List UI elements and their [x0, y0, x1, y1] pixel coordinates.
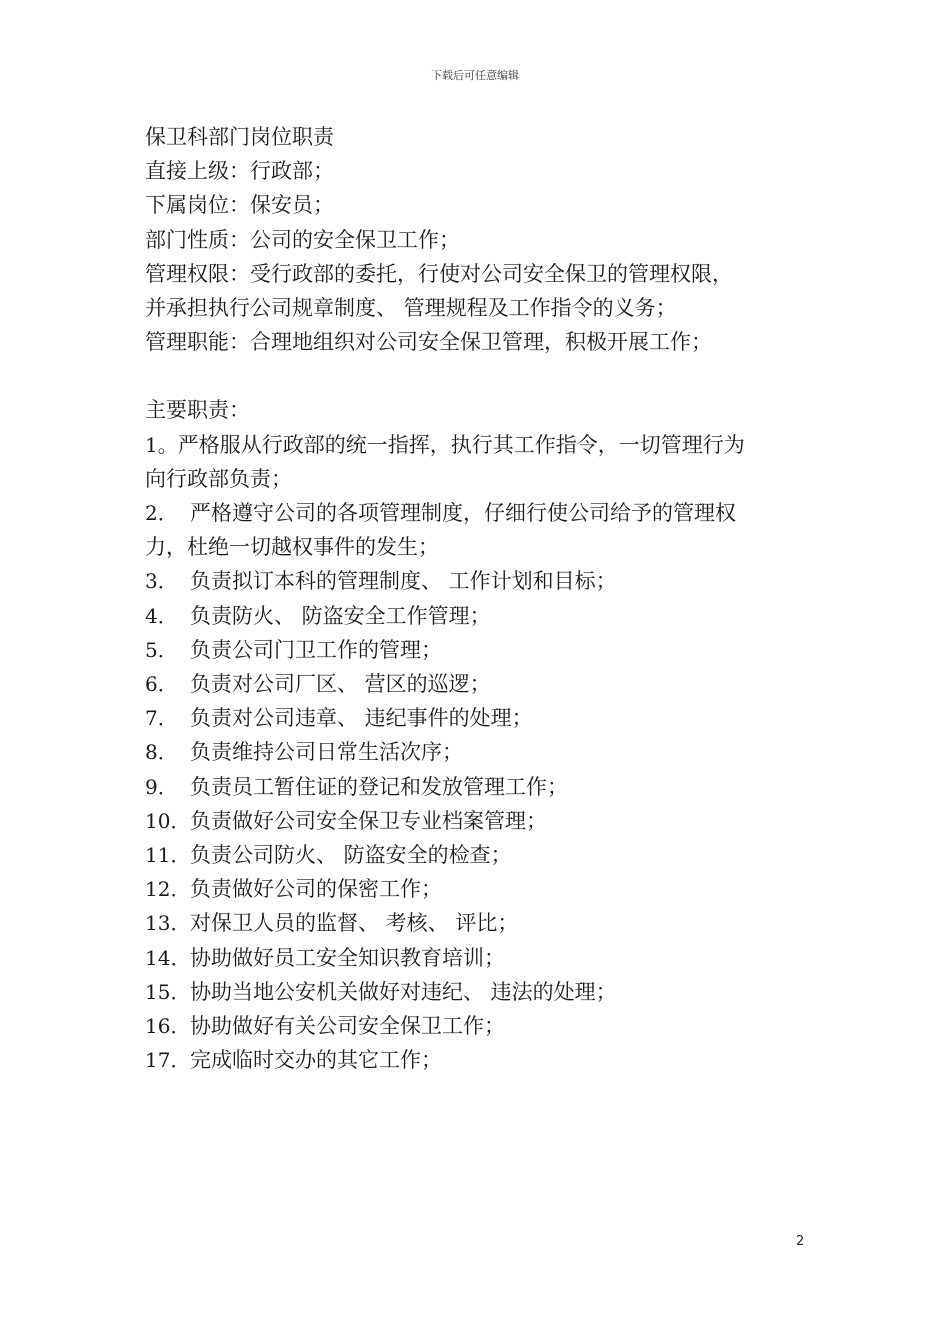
duty-text: 对保卫人员的监督、 考核、 评比； — [190, 911, 519, 936]
duty-number: 13． — [145, 911, 191, 936]
duty-text: 负责拟订本科的管理制度、 工作计划和目标； — [190, 569, 617, 594]
duties-heading: 主要职责： — [145, 398, 250, 423]
duty-item — [145, 838, 825, 872]
duty-number: 14． — [145, 945, 191, 970]
duty-text: 严格遵守公司的各项管理制度，仔细行使公司给予的管理权 — [190, 501, 736, 526]
duty-number: 10． — [145, 808, 191, 833]
duty-item — [145, 804, 825, 838]
duty-text: 负责做好公司安全保卫专业档案管理； — [190, 808, 547, 833]
function-line: 管理职能：合理地组织对公司安全保卫管理，积极开展工作； — [145, 330, 712, 355]
duty-text: 负责维持公司日常生活次序； — [190, 740, 463, 765]
duty-number: 16． — [145, 1014, 191, 1039]
duty-text: 协助当地公安机关做好对违纪、 违法的处理； — [190, 979, 617, 1004]
duty-item — [145, 667, 825, 701]
duty-number: 4． — [145, 603, 178, 628]
duty-number: 17． — [145, 1048, 191, 1073]
duty-text: 负责做好公司的保密工作； — [190, 877, 442, 902]
duty-text: 负责公司防火、 防盗安全的检查； — [190, 843, 512, 868]
duty-item — [145, 941, 825, 975]
duty-item — [145, 1043, 825, 1077]
duty-text-continued: 力，杜绝一切越权事件的发生； — [145, 535, 439, 560]
duty-item — [145, 906, 825, 940]
duty-text: 负责公司门卫工作的管理； — [190, 637, 442, 662]
duty-number: 11． — [145, 843, 191, 868]
duty-item — [145, 496, 825, 564]
page-number: 2 — [796, 1234, 805, 1249]
duty-text: 负责防火、 防盗安全工作管理； — [190, 603, 491, 628]
duty-number: 3． — [145, 569, 178, 594]
duty-text-continued: 向行政部负责； — [145, 466, 292, 491]
duty-number: 15． — [145, 979, 191, 1004]
duty-text: 负责员工暂住证的登记和发放管理工作； — [190, 774, 568, 799]
duty-item — [145, 770, 825, 804]
duty-text: 负责对公司违章、 违纪事件的处理； — [190, 706, 533, 731]
duty-number: 12． — [145, 877, 191, 902]
download-note: 下载后可任意编辑 — [431, 69, 519, 82]
superior-line: 直接上级：行政部； — [145, 159, 334, 184]
duty-number: 2． — [145, 501, 178, 526]
duty-text: 负责对公司厂区、 营区的巡逻； — [190, 672, 491, 697]
subordinate-line: 下属岗位：保安员； — [145, 193, 334, 218]
duty-item — [145, 872, 825, 906]
duty-item — [145, 564, 825, 598]
duty-item — [145, 1009, 825, 1043]
duty-item — [145, 428, 825, 496]
duty-text: 协助做好有关公司安全保卫工作； — [190, 1014, 505, 1039]
duty-item — [145, 701, 825, 735]
document-title: 保卫科部门岗位职责 — [145, 125, 334, 149]
authority-line-1: 管理权限：受行政部的委托，行使对公司安全保卫的管理权限， — [145, 261, 733, 286]
document-body — [145, 120, 825, 1077]
duty-item — [145, 633, 825, 667]
duty-item — [145, 975, 825, 1009]
duty-text: 协助做好员工安全知识教育培训； — [190, 945, 505, 970]
duty-item — [145, 735, 825, 769]
paragraph-gap — [145, 359, 825, 393]
duty-number: 7． — [145, 706, 178, 731]
authority-line-2: 并承担执行公司规章制度、 管理规程及工作指令的义务； — [145, 296, 677, 321]
duty-text: 严格服从行政部的统一指挥，执行其工作指令，一切管理行为 — [177, 432, 745, 457]
duty-number: 8． — [145, 740, 178, 765]
duty-text: 完成临时交办的其它工作； — [190, 1048, 442, 1073]
duty-item — [145, 599, 825, 633]
nature-line: 部门性质：公司的安全保卫工作； — [145, 227, 460, 252]
duty-number: 9． — [145, 774, 178, 799]
duty-number: 5． — [145, 637, 178, 662]
duty-number: 1。 — [145, 432, 178, 457]
duty-number: 6． — [145, 672, 178, 697]
